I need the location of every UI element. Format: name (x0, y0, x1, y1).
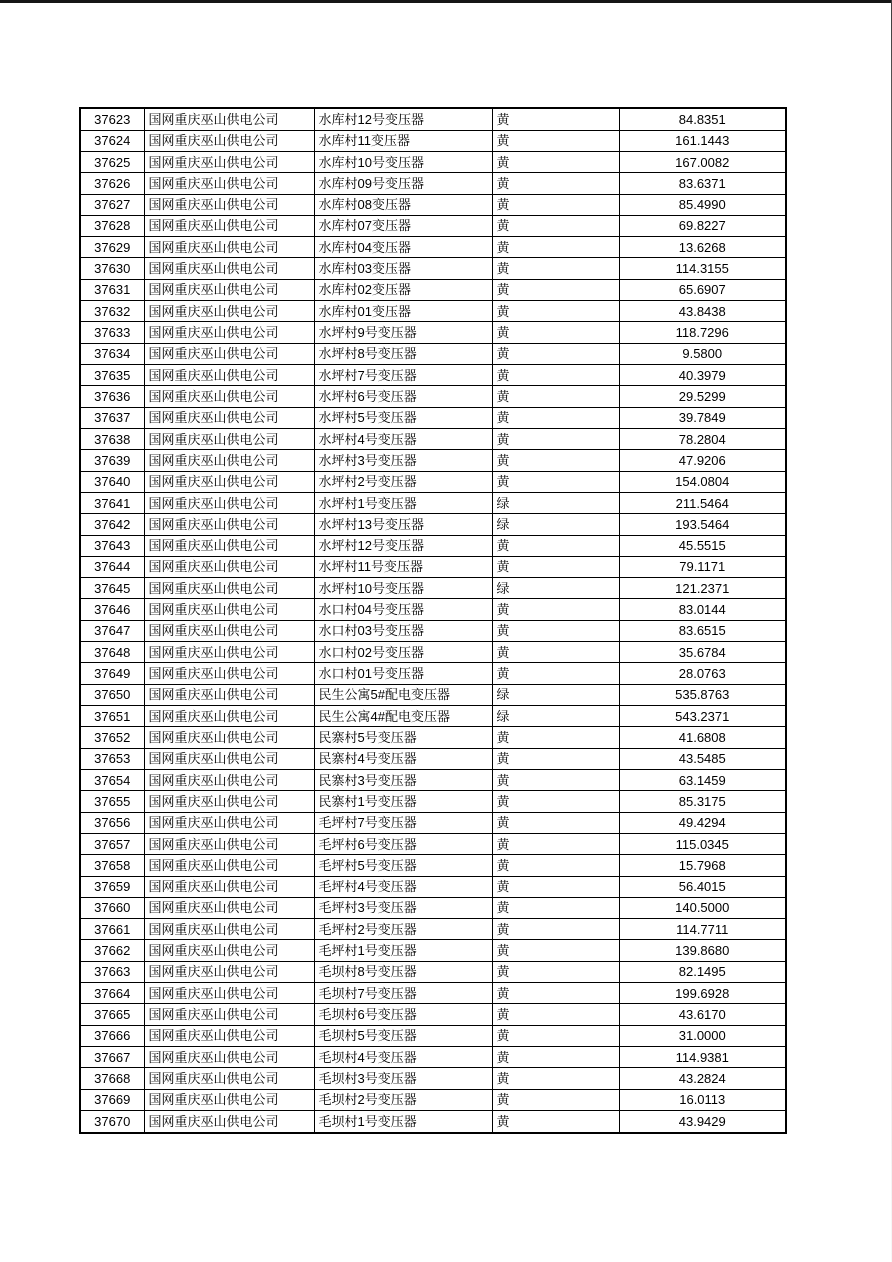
transformer-name-cell: 民寨村4号变压器 (314, 748, 492, 769)
table-row (80, 1110, 786, 1133)
company-cell: 国网重庆巫山供电公司 (144, 343, 314, 364)
value-cell: 82.1495 (619, 961, 786, 982)
value-cell: 114.3155 (619, 258, 786, 279)
transformer-table-container (79, 107, 787, 1134)
row-id-cell: 37632 (80, 301, 144, 322)
table-row (80, 599, 786, 620)
company-cell: 国网重庆巫山供电公司 (144, 599, 314, 620)
company-cell: 国网重庆巫山供电公司 (144, 365, 314, 386)
status-cell: 黄 (492, 535, 619, 556)
transformer-name-cell: 水库村09号变压器 (314, 173, 492, 194)
status-cell: 黄 (492, 855, 619, 876)
company-cell: 国网重庆巫山供电公司 (144, 620, 314, 641)
table-row (80, 833, 786, 854)
row-id-cell: 37635 (80, 365, 144, 386)
value-cell: 211.5464 (619, 492, 786, 513)
table-row (80, 514, 786, 535)
company-cell: 国网重庆巫山供电公司 (144, 194, 314, 215)
transformer-name-cell: 水坪村4号变压器 (314, 428, 492, 449)
row-id-cell: 37652 (80, 727, 144, 748)
transformer-name-cell: 水坪村6号变压器 (314, 386, 492, 407)
company-cell: 国网重庆巫山供电公司 (144, 492, 314, 513)
value-cell: 114.7711 (619, 919, 786, 940)
value-cell: 83.0144 (619, 599, 786, 620)
value-cell: 535.8763 (619, 684, 786, 705)
company-cell: 国网重庆巫山供电公司 (144, 215, 314, 236)
value-cell: 161.1443 (619, 130, 786, 151)
row-id-cell: 37624 (80, 130, 144, 151)
company-cell: 国网重庆巫山供电公司 (144, 1047, 314, 1068)
value-cell: 15.7968 (619, 855, 786, 876)
table-row (80, 556, 786, 577)
value-cell: 83.6515 (619, 620, 786, 641)
row-id-cell: 37661 (80, 919, 144, 940)
transformer-name-cell: 水坪村8号变压器 (314, 343, 492, 364)
company-cell: 国网重庆巫山供电公司 (144, 556, 314, 577)
transformer-name-cell: 毛坪村5号变压器 (314, 855, 492, 876)
row-id-cell: 37657 (80, 833, 144, 854)
value-cell: 65.6907 (619, 279, 786, 300)
table-row (80, 279, 786, 300)
row-id-cell: 37665 (80, 1004, 144, 1025)
status-cell: 黄 (492, 471, 619, 492)
transformer-name-cell: 水口村03号变压器 (314, 620, 492, 641)
value-cell: 31.0000 (619, 1025, 786, 1046)
transformer-name-cell: 毛坪村3号变压器 (314, 897, 492, 918)
value-cell: 45.5515 (619, 535, 786, 556)
table-row (80, 343, 786, 364)
value-cell: 28.0763 (619, 663, 786, 684)
status-cell: 黄 (492, 428, 619, 449)
table-row (80, 1089, 786, 1110)
transformer-name-cell: 民生公寓5#配电变压器 (314, 684, 492, 705)
transformer-name-cell: 毛坪村1号变压器 (314, 940, 492, 961)
row-id-cell: 37649 (80, 663, 144, 684)
company-cell: 国网重庆巫山供电公司 (144, 428, 314, 449)
transformer-name-cell: 水坪村7号变压器 (314, 365, 492, 386)
transformer-table-body (80, 108, 786, 1133)
status-cell: 黄 (492, 620, 619, 641)
value-cell: 43.8438 (619, 301, 786, 322)
company-cell: 国网重庆巫山供电公司 (144, 514, 314, 535)
transformer-name-cell: 民寨村5号变压器 (314, 727, 492, 748)
transformer-name-cell: 毛坪村2号变压器 (314, 919, 492, 940)
transformer-name-cell: 水库村12号变压器 (314, 108, 492, 130)
transformer-name-cell: 毛坪村6号变压器 (314, 833, 492, 854)
value-cell: 543.2371 (619, 706, 786, 727)
status-cell: 黄 (492, 556, 619, 577)
table-row (80, 684, 786, 705)
value-cell: 154.0804 (619, 471, 786, 492)
row-id-cell: 37653 (80, 748, 144, 769)
status-cell: 黄 (492, 108, 619, 130)
table-row (80, 407, 786, 428)
company-cell: 国网重庆巫山供电公司 (144, 684, 314, 705)
value-cell: 39.7849 (619, 407, 786, 428)
table-row (80, 855, 786, 876)
status-cell: 黄 (492, 407, 619, 428)
value-cell: 115.0345 (619, 833, 786, 854)
company-cell: 国网重庆巫山供电公司 (144, 791, 314, 812)
row-id-cell: 37625 (80, 151, 144, 172)
company-cell: 国网重庆巫山供电公司 (144, 812, 314, 833)
company-cell: 国网重庆巫山供电公司 (144, 450, 314, 471)
company-cell: 国网重庆巫山供电公司 (144, 237, 314, 258)
table-row (80, 791, 786, 812)
transformer-name-cell: 水口村04号变压器 (314, 599, 492, 620)
row-id-cell: 37645 (80, 578, 144, 599)
table-row (80, 258, 786, 279)
table-row (80, 876, 786, 897)
status-cell: 黄 (492, 599, 619, 620)
value-cell: 167.0082 (619, 151, 786, 172)
table-row (80, 812, 786, 833)
status-cell: 绿 (492, 492, 619, 513)
table-row (80, 108, 786, 130)
transformer-name-cell: 水坪村10号变压器 (314, 578, 492, 599)
transformer-name-cell: 水坪村1号变压器 (314, 492, 492, 513)
company-cell: 国网重庆巫山供电公司 (144, 727, 314, 748)
value-cell: 43.5485 (619, 748, 786, 769)
status-cell: 黄 (492, 791, 619, 812)
row-id-cell: 37666 (80, 1025, 144, 1046)
transformer-table (79, 107, 787, 1134)
status-cell: 黄 (492, 940, 619, 961)
row-id-cell: 37668 (80, 1068, 144, 1089)
row-id-cell: 37670 (80, 1110, 144, 1133)
top-border-bar (0, 0, 892, 3)
row-id-cell: 37647 (80, 620, 144, 641)
value-cell: 199.6928 (619, 983, 786, 1004)
transformer-name-cell: 民生公寓4#配电变压器 (314, 706, 492, 727)
value-cell: 140.5000 (619, 897, 786, 918)
row-id-cell: 37628 (80, 215, 144, 236)
company-cell: 国网重庆巫山供电公司 (144, 471, 314, 492)
company-cell: 国网重庆巫山供电公司 (144, 386, 314, 407)
status-cell: 黄 (492, 151, 619, 172)
table-row (80, 919, 786, 940)
value-cell: 35.6784 (619, 642, 786, 663)
row-id-cell: 37629 (80, 237, 144, 258)
company-cell: 国网重庆巫山供电公司 (144, 535, 314, 556)
transformer-name-cell: 毛坝村7号变压器 (314, 983, 492, 1004)
row-id-cell: 37654 (80, 769, 144, 790)
status-cell: 黄 (492, 1025, 619, 1046)
company-cell: 国网重庆巫山供电公司 (144, 748, 314, 769)
status-cell: 绿 (492, 578, 619, 599)
table-row (80, 940, 786, 961)
row-id-cell: 37638 (80, 428, 144, 449)
status-cell: 黄 (492, 386, 619, 407)
transformer-name-cell: 毛坪村7号变压器 (314, 812, 492, 833)
table-row (80, 365, 786, 386)
value-cell: 121.2371 (619, 578, 786, 599)
row-id-cell: 37655 (80, 791, 144, 812)
table-row (80, 215, 786, 236)
company-cell: 国网重庆巫山供电公司 (144, 642, 314, 663)
value-cell: 43.9429 (619, 1110, 786, 1133)
table-row (80, 151, 786, 172)
status-cell: 黄 (492, 769, 619, 790)
row-id-cell: 37641 (80, 492, 144, 513)
table-row (80, 769, 786, 790)
transformer-name-cell: 毛坝村3号变压器 (314, 1068, 492, 1089)
status-cell: 黄 (492, 279, 619, 300)
status-cell: 黄 (492, 1047, 619, 1068)
status-cell: 黄 (492, 130, 619, 151)
status-cell: 绿 (492, 684, 619, 705)
company-cell: 国网重庆巫山供电公司 (144, 983, 314, 1004)
status-cell: 黄 (492, 194, 619, 215)
value-cell: 79.1171 (619, 556, 786, 577)
company-cell: 国网重庆巫山供电公司 (144, 833, 314, 854)
table-row (80, 748, 786, 769)
row-id-cell: 37658 (80, 855, 144, 876)
transformer-name-cell: 水口村02号变压器 (314, 642, 492, 663)
value-cell: 63.1459 (619, 769, 786, 790)
status-cell: 黄 (492, 1068, 619, 1089)
transformer-name-cell: 民寨村1号变压器 (314, 791, 492, 812)
table-row (80, 194, 786, 215)
value-cell: 16.0113 (619, 1089, 786, 1110)
row-id-cell: 37659 (80, 876, 144, 897)
value-cell: 13.6268 (619, 237, 786, 258)
table-row (80, 386, 786, 407)
transformer-name-cell: 毛坝村2号变压器 (314, 1089, 492, 1110)
row-id-cell: 37644 (80, 556, 144, 577)
table-row (80, 1004, 786, 1025)
company-cell: 国网重庆巫山供电公司 (144, 173, 314, 194)
status-cell: 黄 (492, 919, 619, 940)
table-row (80, 492, 786, 513)
company-cell: 国网重庆巫山供电公司 (144, 961, 314, 982)
table-row (80, 301, 786, 322)
row-id-cell: 37664 (80, 983, 144, 1004)
transformer-name-cell: 毛坝村1号变压器 (314, 1110, 492, 1133)
status-cell: 黄 (492, 833, 619, 854)
value-cell: 43.6170 (619, 1004, 786, 1025)
table-row (80, 642, 786, 663)
status-cell: 黄 (492, 1089, 619, 1110)
company-cell: 国网重庆巫山供电公司 (144, 1025, 314, 1046)
status-cell: 黄 (492, 812, 619, 833)
table-row (80, 983, 786, 1004)
row-id-cell: 37663 (80, 961, 144, 982)
company-cell: 国网重庆巫山供电公司 (144, 1068, 314, 1089)
company-cell: 国网重庆巫山供电公司 (144, 706, 314, 727)
company-cell: 国网重庆巫山供电公司 (144, 876, 314, 897)
value-cell: 83.6371 (619, 173, 786, 194)
transformer-name-cell: 毛坝村5号变压器 (314, 1025, 492, 1046)
transformer-name-cell: 水库村07变压器 (314, 215, 492, 236)
company-cell: 国网重庆巫山供电公司 (144, 279, 314, 300)
status-cell: 绿 (492, 514, 619, 535)
company-cell: 国网重庆巫山供电公司 (144, 258, 314, 279)
transformer-name-cell: 水坪村5号变压器 (314, 407, 492, 428)
status-cell: 黄 (492, 215, 619, 236)
table-row (80, 322, 786, 343)
value-cell: 49.4294 (619, 812, 786, 833)
table-row (80, 578, 786, 599)
transformer-name-cell: 水坪村3号变压器 (314, 450, 492, 471)
status-cell: 黄 (492, 322, 619, 343)
company-cell: 国网重庆巫山供电公司 (144, 1004, 314, 1025)
row-id-cell: 37626 (80, 173, 144, 194)
table-row (80, 727, 786, 748)
table-row (80, 1068, 786, 1089)
table-row (80, 450, 786, 471)
value-cell: 85.4990 (619, 194, 786, 215)
row-id-cell: 37643 (80, 535, 144, 556)
row-id-cell: 37651 (80, 706, 144, 727)
table-row (80, 1025, 786, 1046)
status-cell: 黄 (492, 237, 619, 258)
company-cell: 国网重庆巫山供电公司 (144, 578, 314, 599)
transformer-name-cell: 水库村02变压器 (314, 279, 492, 300)
company-cell: 国网重庆巫山供电公司 (144, 919, 314, 940)
transformer-name-cell: 水坪村9号变压器 (314, 322, 492, 343)
value-cell: 47.9206 (619, 450, 786, 471)
transformer-name-cell: 毛坝村6号变压器 (314, 1004, 492, 1025)
status-cell: 黄 (492, 876, 619, 897)
table-row (80, 130, 786, 151)
transformer-name-cell: 水坪村2号变压器 (314, 471, 492, 492)
company-cell: 国网重庆巫山供电公司 (144, 940, 314, 961)
row-id-cell: 37633 (80, 322, 144, 343)
status-cell: 黄 (492, 450, 619, 471)
company-cell: 国网重庆巫山供电公司 (144, 769, 314, 790)
row-id-cell: 37646 (80, 599, 144, 620)
company-cell: 国网重庆巫山供电公司 (144, 322, 314, 343)
transformer-name-cell: 毛坝村4号变压器 (314, 1047, 492, 1068)
value-cell: 193.5464 (619, 514, 786, 535)
status-cell: 黄 (492, 365, 619, 386)
table-row (80, 237, 786, 258)
transformer-name-cell: 水库村08变压器 (314, 194, 492, 215)
status-cell: 黄 (492, 258, 619, 279)
row-id-cell: 37627 (80, 194, 144, 215)
row-id-cell: 37642 (80, 514, 144, 535)
value-cell: 40.3979 (619, 365, 786, 386)
table-row (80, 1047, 786, 1068)
company-cell: 国网重庆巫山供电公司 (144, 130, 314, 151)
company-cell: 国网重庆巫山供电公司 (144, 151, 314, 172)
table-row (80, 961, 786, 982)
row-id-cell: 37662 (80, 940, 144, 961)
row-id-cell: 37637 (80, 407, 144, 428)
row-id-cell: 37634 (80, 343, 144, 364)
row-id-cell: 37667 (80, 1047, 144, 1068)
row-id-cell: 37639 (80, 450, 144, 471)
table-row (80, 535, 786, 556)
table-row (80, 663, 786, 684)
table-row (80, 173, 786, 194)
transformer-name-cell: 水库村04变压器 (314, 237, 492, 258)
row-id-cell: 37630 (80, 258, 144, 279)
company-cell: 国网重庆巫山供电公司 (144, 108, 314, 130)
value-cell: 84.8351 (619, 108, 786, 130)
value-cell: 9.5800 (619, 343, 786, 364)
status-cell: 黄 (492, 748, 619, 769)
transformer-name-cell: 毛坪村4号变压器 (314, 876, 492, 897)
status-cell: 黄 (492, 983, 619, 1004)
row-id-cell: 37636 (80, 386, 144, 407)
transformer-name-cell: 水坪村12号变压器 (314, 535, 492, 556)
row-id-cell: 37640 (80, 471, 144, 492)
value-cell: 56.4015 (619, 876, 786, 897)
status-cell: 黄 (492, 961, 619, 982)
status-cell: 黄 (492, 727, 619, 748)
transformer-name-cell: 水库村10号变压器 (314, 151, 492, 172)
transformer-name-cell: 毛坝村8号变压器 (314, 961, 492, 982)
transformer-name-cell: 水坪村13号变压器 (314, 514, 492, 535)
row-id-cell: 37623 (80, 108, 144, 130)
table-row (80, 471, 786, 492)
transformer-name-cell: 水库村01变压器 (314, 301, 492, 322)
company-cell: 国网重庆巫山供电公司 (144, 1089, 314, 1110)
table-row (80, 897, 786, 918)
row-id-cell: 37669 (80, 1089, 144, 1110)
value-cell: 41.6808 (619, 727, 786, 748)
transformer-name-cell: 水库村03变压器 (314, 258, 492, 279)
company-cell: 国网重庆巫山供电公司 (144, 301, 314, 322)
company-cell: 国网重庆巫山供电公司 (144, 663, 314, 684)
table-row (80, 706, 786, 727)
table-row (80, 620, 786, 641)
value-cell: 118.7296 (619, 322, 786, 343)
table-row (80, 428, 786, 449)
transformer-name-cell: 水坪村11号变压器 (314, 556, 492, 577)
transformer-name-cell: 水库村11变压器 (314, 130, 492, 151)
value-cell: 43.2824 (619, 1068, 786, 1089)
value-cell: 139.8680 (619, 940, 786, 961)
value-cell: 114.9381 (619, 1047, 786, 1068)
company-cell: 国网重庆巫山供电公司 (144, 1110, 314, 1133)
row-id-cell: 37656 (80, 812, 144, 833)
status-cell: 绿 (492, 706, 619, 727)
status-cell: 黄 (492, 301, 619, 322)
transformer-name-cell: 水口村01号变压器 (314, 663, 492, 684)
company-cell: 国网重庆巫山供电公司 (144, 407, 314, 428)
status-cell: 黄 (492, 173, 619, 194)
row-id-cell: 37648 (80, 642, 144, 663)
value-cell: 85.3175 (619, 791, 786, 812)
status-cell: 黄 (492, 1004, 619, 1025)
company-cell: 国网重庆巫山供电公司 (144, 897, 314, 918)
value-cell: 29.5299 (619, 386, 786, 407)
company-cell: 国网重庆巫山供电公司 (144, 855, 314, 876)
transformer-name-cell: 民寨村3号变压器 (314, 769, 492, 790)
value-cell: 69.8227 (619, 215, 786, 236)
status-cell: 黄 (492, 343, 619, 364)
row-id-cell: 37660 (80, 897, 144, 918)
value-cell: 78.2804 (619, 428, 786, 449)
row-id-cell: 37650 (80, 684, 144, 705)
row-id-cell: 37631 (80, 279, 144, 300)
status-cell: 黄 (492, 642, 619, 663)
status-cell: 黄 (492, 1110, 619, 1133)
status-cell: 黄 (492, 663, 619, 684)
status-cell: 黄 (492, 897, 619, 918)
